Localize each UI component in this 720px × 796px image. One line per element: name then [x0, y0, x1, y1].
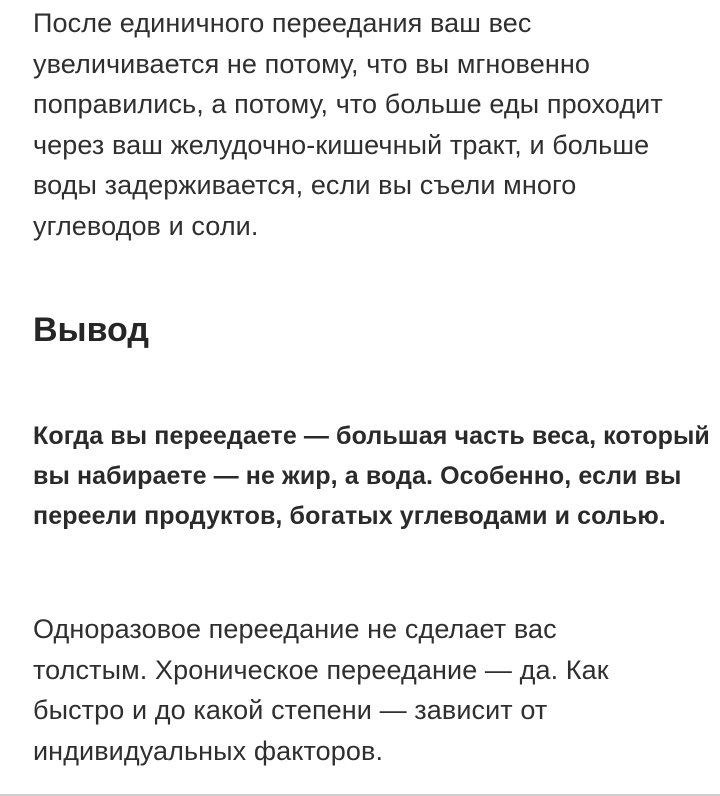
section-heading-conclusion: Вывод — [33, 311, 149, 349]
conclusion-bold-paragraph: Когда вы переедаете — большая часть веса, который вы набираете — не жир, а вода. Особенно, если вы переели продуктов, богатых углеводами и солью. — [33, 422, 710, 530]
intro-paragraph: После единичного переедания ваш вес увеличивается не потому, что вы мгновенно поправились, а потому, что больше еды проходит через ваш желудочно-кишечный тракт, и больше воды задерживается, если вы съели много углеводов и соли. — [33, 8, 663, 241]
outro-paragraph: Одноразовое переедание не сделает вас толстым. Хроническое переедание — да. Как быстро и до какой степени — зависит от индивидуальных факторов. — [33, 614, 609, 766]
